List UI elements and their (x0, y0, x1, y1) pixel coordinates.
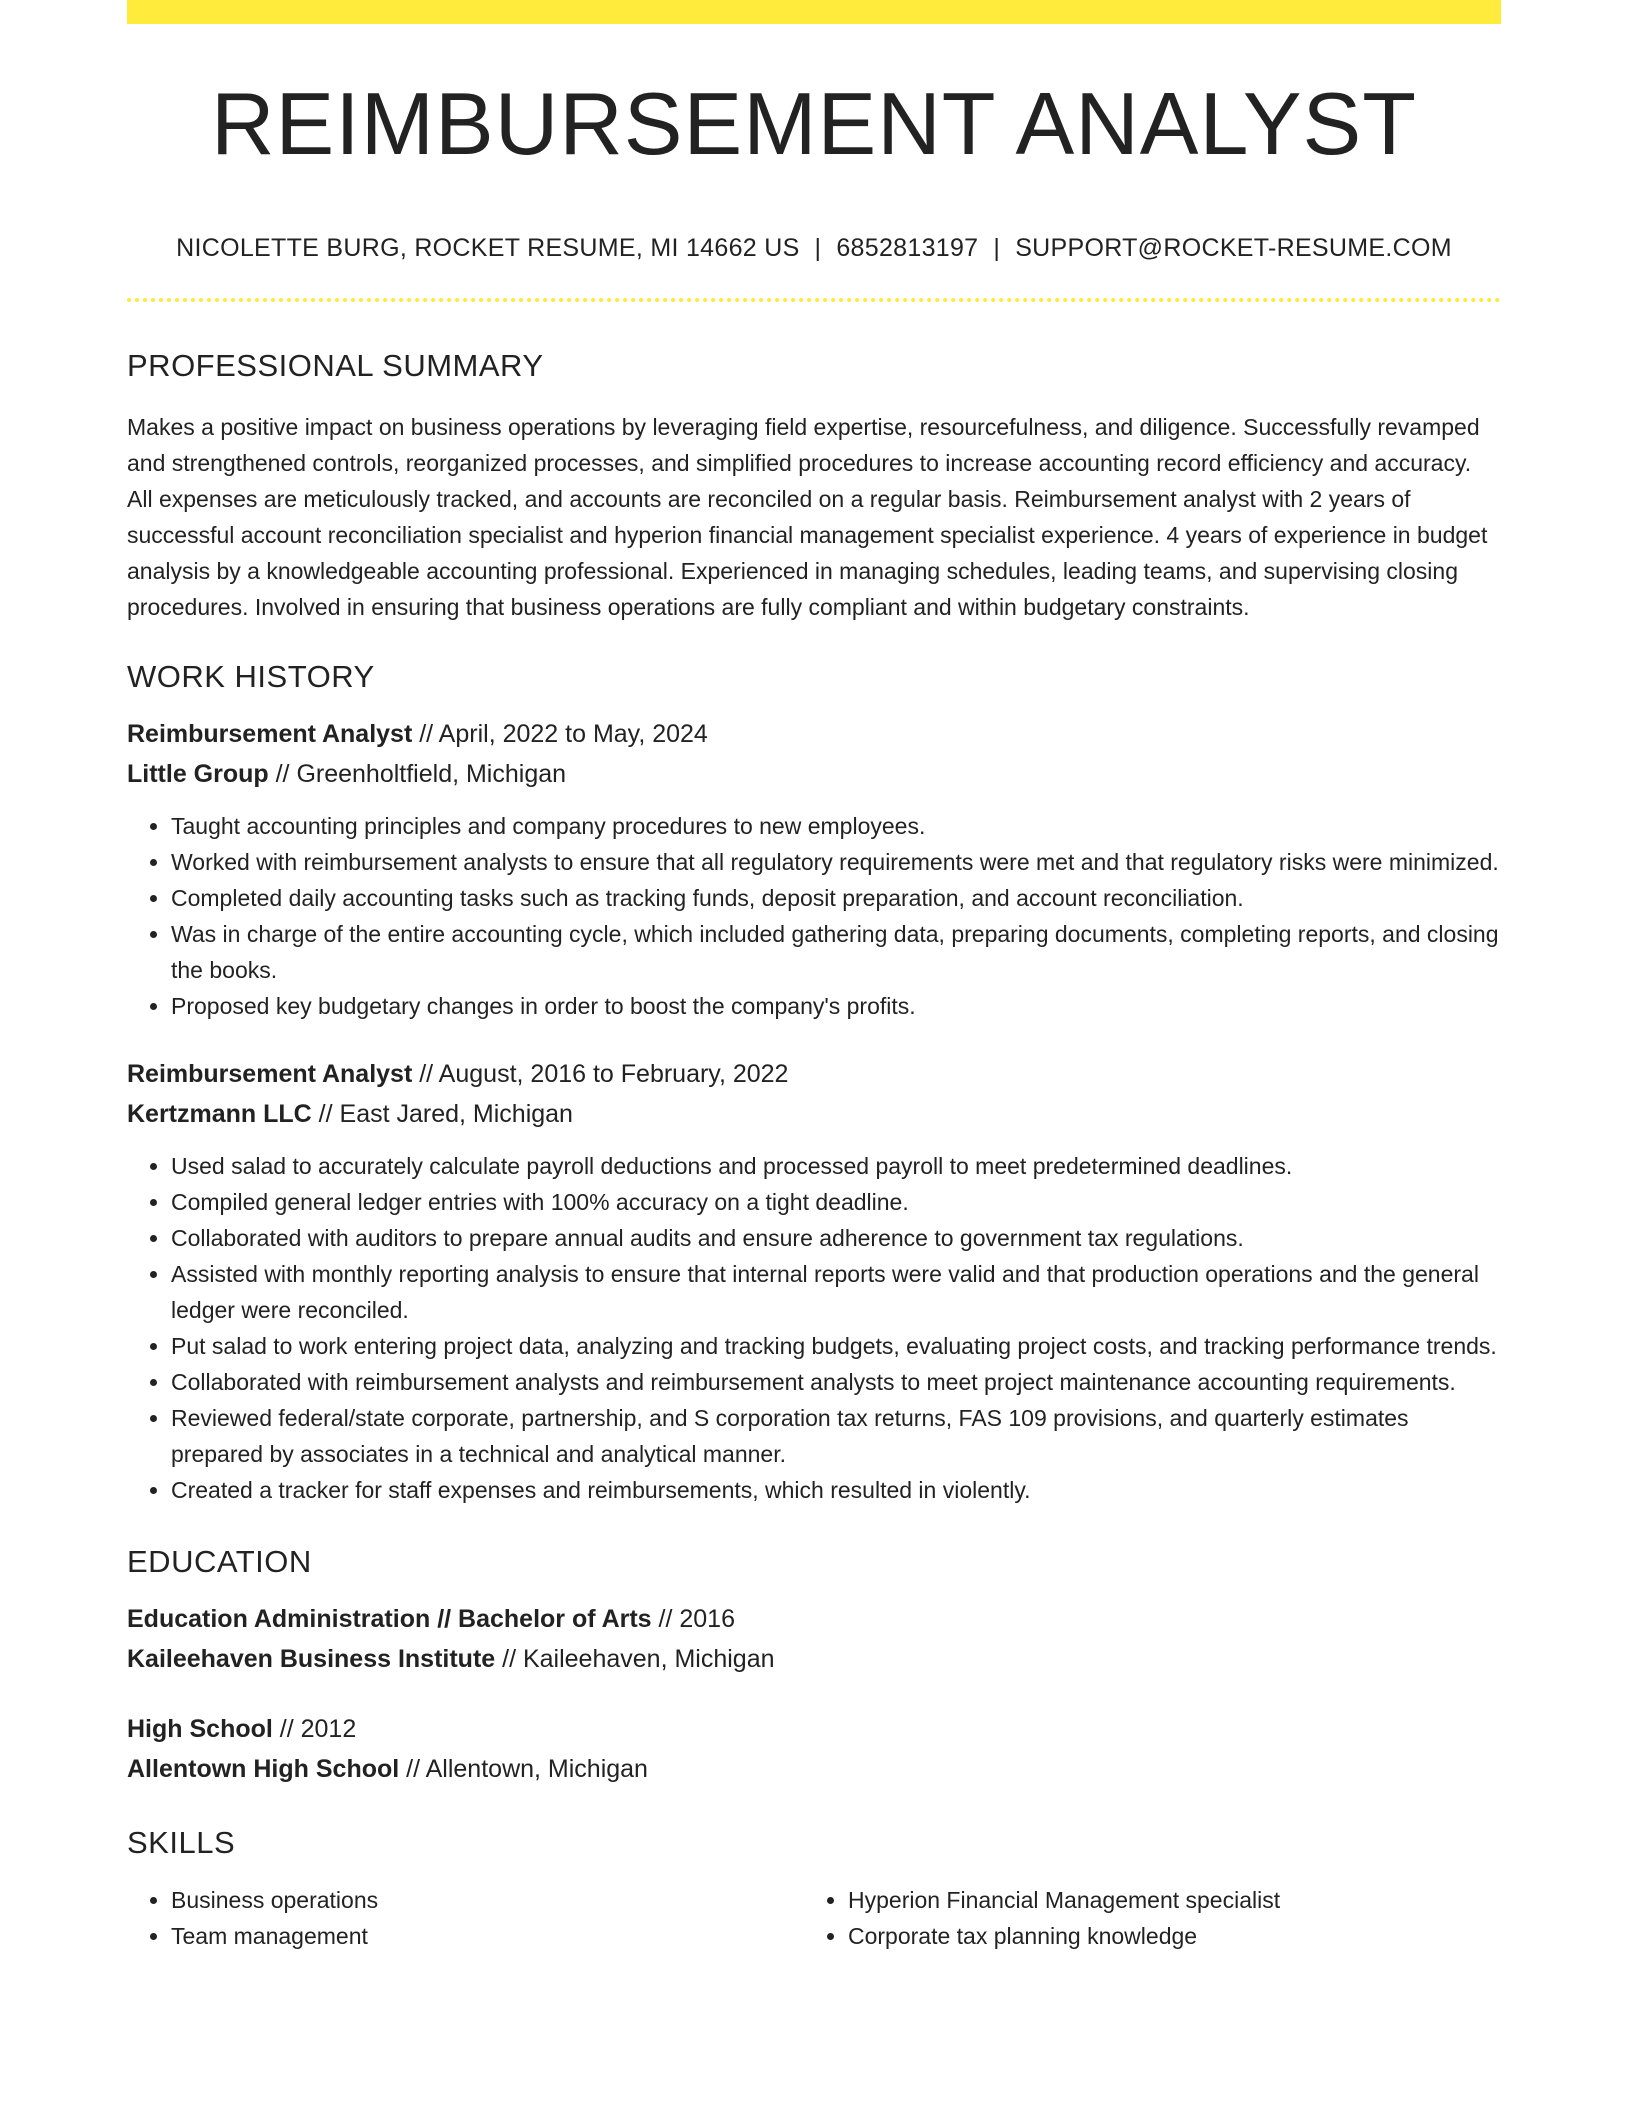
job-bullet-list (127, 808, 1501, 1024)
education-degree: High School (127, 1715, 273, 1743)
education-degree: Education Administration // Bachelor of Arts (127, 1605, 652, 1633)
job-title-line (127, 1054, 1501, 1094)
skill-item: • Corporate tax planning knowledge (848, 1918, 1481, 1954)
job-bullet: • Compiled general ledger entries with 100% accuracy on a tight deadline. (171, 1184, 1501, 1220)
job-bullet: • Collaborated with reimbursement analysts and reimbursement analysts to meet project maintenance accounting requirements. (171, 1364, 1501, 1400)
skill-item: • Team management (171, 1918, 804, 1954)
top-accent-bar (127, 0, 1501, 24)
job-company: Little Group (127, 760, 269, 788)
contact-separator: | (814, 234, 822, 262)
contact-email: SUPPORT@ROCKET-RESUME.COM (1015, 234, 1452, 262)
job-dates: // August, 2016 to February, 2022 (412, 1060, 789, 1088)
job-bullet: • Worked with reimbursement analysts to ensure that all regulatory requirements were met and that regulatory risks were minimized. (171, 844, 1501, 880)
job-bullet: • Reviewed federal/state corporate, partnership, and S corporation tax returns, FAS 109 provisions, and quarterly estimates prepared by associates in a technical and analytical manner. (171, 1400, 1501, 1472)
skills-list (804, 1882, 1481, 1954)
education-school: Kaileehaven Business Institute (127, 1645, 496, 1673)
skills-heading: SKILLS (127, 1825, 236, 1860)
job-company: Kertzmann LLC (127, 1100, 312, 1128)
education-school-line (127, 1639, 1501, 1679)
skills-column-left (127, 1882, 804, 1954)
job-dates: // April, 2022 to May, 2024 (412, 720, 708, 748)
job-title: Reimbursement Analyst (127, 720, 413, 748)
work-history-heading: WORK HISTORY (127, 659, 375, 694)
job-company-line (127, 754, 1501, 794)
summary-heading: PROFESSIONAL SUMMARY (127, 348, 544, 383)
job-bullet: • Created a tracker for staff expenses and reimbursements, which resulted in violently. (171, 1472, 1501, 1508)
job-bullet: • Was in charge of the entire accounting cycle, which included gathering data, preparing documents, completing reports, and closing the books. (171, 916, 1501, 988)
job-company-line (127, 1094, 1501, 1134)
education-school-line (127, 1749, 1501, 1789)
skills-grid (127, 1882, 1501, 1954)
resume-page (127, 0, 1501, 1954)
job-entry (127, 714, 1501, 1024)
summary-text: Makes a positive impact on business operations by leveraging field expertise, resourcefulness, and diligence. Successfully revamped and strengthened controls, reorganized processes, and simplified procedures to increase accounting record efficiency and accuracy. All expenses are meticulously tracked, and accounts are reconciled on a regular basis. Reimbursement analyst with 2 years of successful account reconciliation specialist and hyperion financial management specialist experience. 4 years of experience in budget analysis by a knowledgeable accounting professional. Experienced in managing schedules, leading teams, and supervising closing procedures. Involved in ensuring that business operations are fully compliant and within budgetary constraints. (127, 414, 1488, 620)
job-location: // Greenholtfield, Michigan (268, 760, 567, 788)
job-bullet: • Taught accounting principles and company procedures to new employees. (171, 808, 1501, 844)
education-entry (127, 1599, 1501, 1679)
education-location: // Allentown, Michigan (399, 1755, 648, 1783)
education-location: // Kaileehaven, Michigan (495, 1645, 775, 1673)
skill-item: • Business operations (171, 1882, 804, 1918)
skills-column-right (804, 1882, 1481, 1954)
education-school: Allentown High School (127, 1755, 400, 1783)
education-degree-line (127, 1709, 1501, 1749)
job-entry (127, 1054, 1501, 1508)
education-heading: EDUCATION (127, 1544, 312, 1579)
contact-separator: | (993, 234, 1001, 262)
contact-line (127, 236, 1501, 261)
resume-title: REIMBURSEMENT ANALYST (211, 74, 1417, 173)
job-bullet-list (127, 1148, 1501, 1508)
education-entry (127, 1709, 1501, 1789)
skill-item: • Hyperion Financial Management specialist (848, 1882, 1481, 1918)
skills-list (127, 1882, 804, 1954)
education-year: // 2016 (651, 1605, 735, 1633)
contact-name-location: NICOLETTE BURG, ROCKET RESUME, MI 14662 US (176, 234, 800, 262)
job-bullet: • Assisted with monthly reporting analysis to ensure that internal reports were valid and that production operations and the general ledger were reconciled. (171, 1256, 1501, 1328)
contact-phone: 6852813197 (836, 234, 979, 262)
education-degree-line (127, 1599, 1501, 1639)
job-bullet: • Proposed key budgetary changes in order to boost the company's profits. (171, 988, 1501, 1024)
job-bullet: • Put salad to work entering project data, analyzing and tracking budgets, evaluating project costs, and tracking performance trends. (171, 1328, 1501, 1364)
job-bullet: • Completed daily accounting tasks such as tracking funds, deposit preparation, and account reconciliation. (171, 880, 1501, 916)
job-title: Reimbursement Analyst (127, 1060, 413, 1088)
job-title-line (127, 714, 1501, 754)
job-bullet: • Used salad to accurately calculate payroll deductions and processed payroll to meet predetermined deadlines. (171, 1148, 1501, 1184)
job-bullet: • Collaborated with auditors to prepare annual audits and ensure adherence to government tax regulations. (171, 1220, 1501, 1256)
education-year: // 2012 (272, 1715, 357, 1743)
job-location: // East Jared, Michigan (311, 1100, 573, 1128)
dotted-divider (127, 298, 1501, 302)
